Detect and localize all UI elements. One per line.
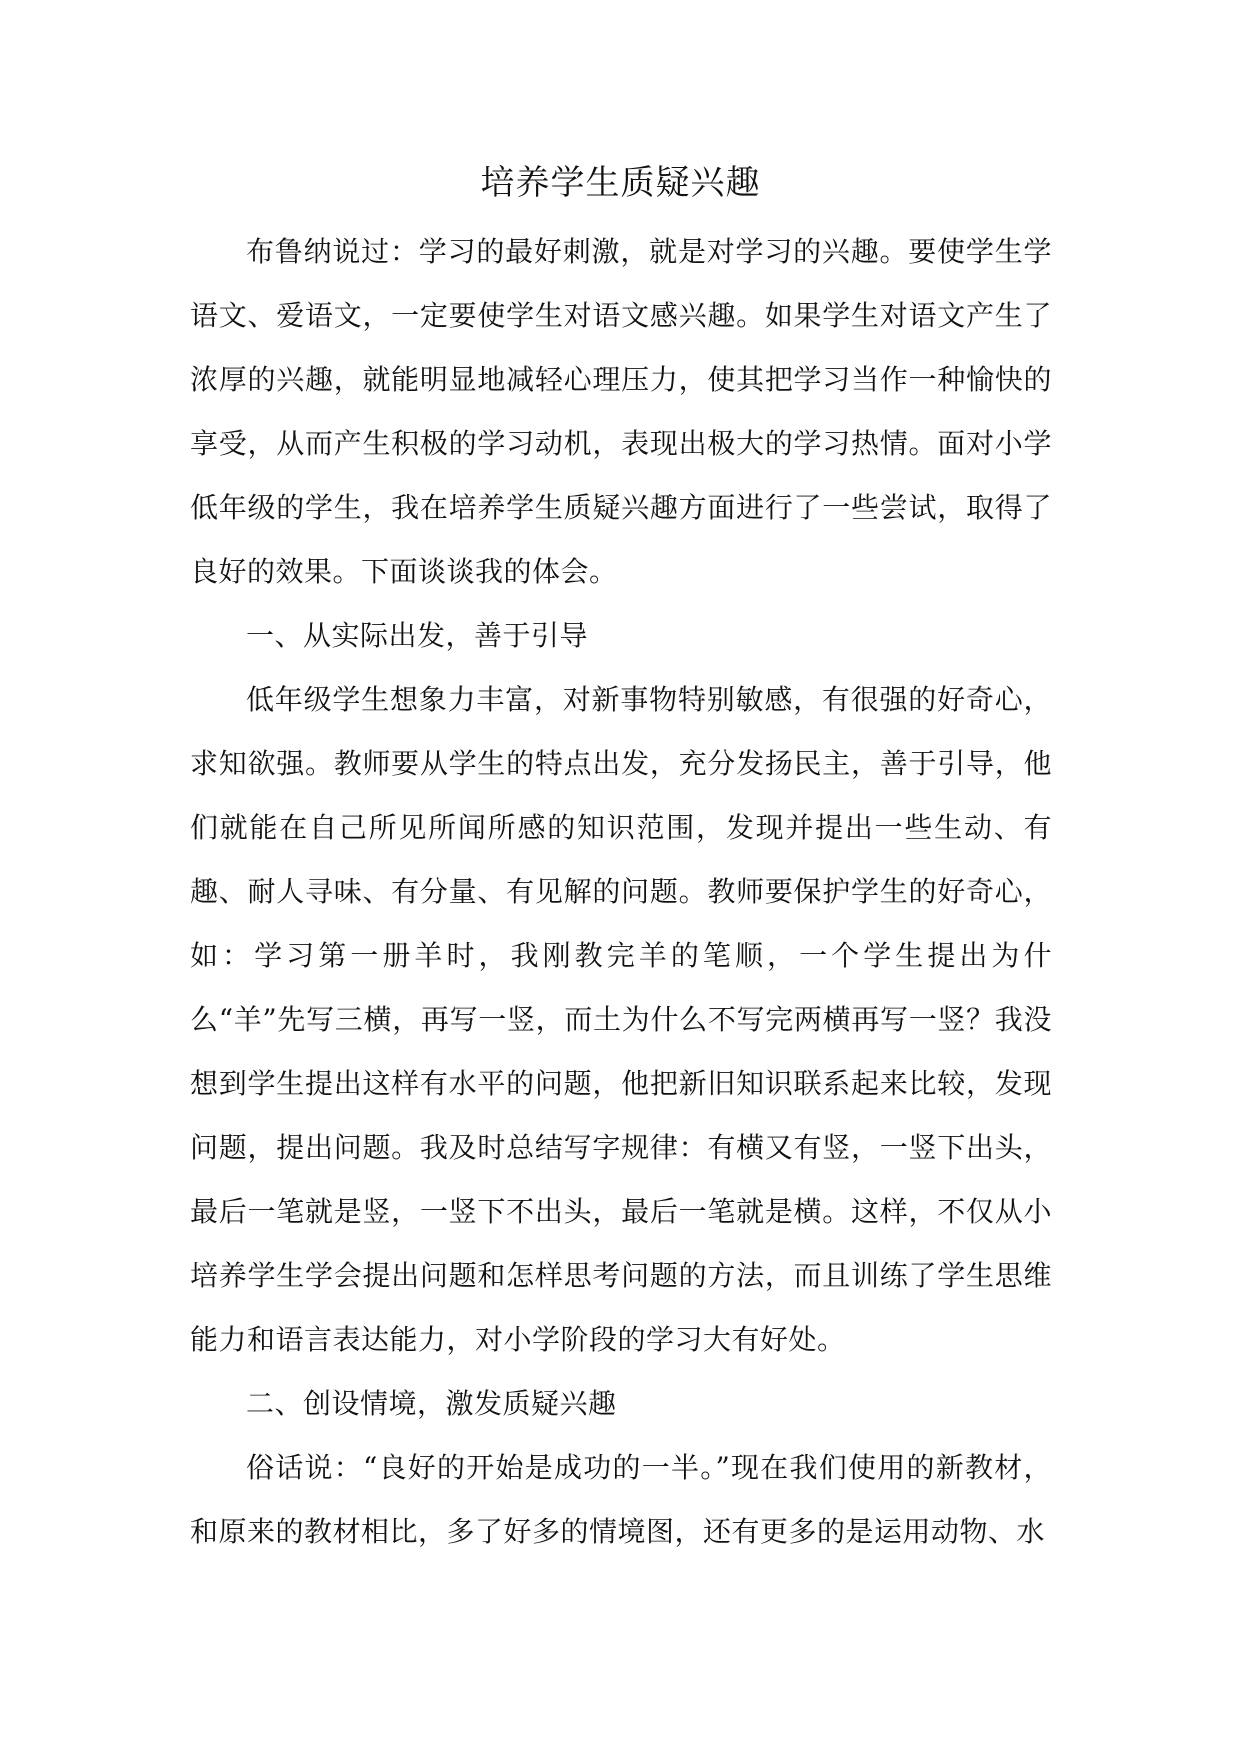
document-title: 培养学生质疑兴趣 [480,163,761,203]
section-2-paragraph: 俗话说：“良好的开始是成功的一半。”现在我们使用的新教材，和原来的教材相比，多了好多的情境图，还有更多的是运用动物、水 [190,1451,1052,1548]
section-heading-2: 二、创设情境，激发质疑兴趣 [246,1387,617,1420]
document-body [190,220,1052,1564]
section-heading-1: 一、从实际出发，善于引导 [246,619,589,652]
section-1-paragraph: 低年级学生想象力丰富，对新事物特别敏感，有很强的好奇心，求知欲强。教师要从学生的特点出发，充分发扬民主，善于引导，他们就能在自己所见所闻所感的知识范围，发现并提出一些生动、有趣、耐人寻味、有分量、有见解的问题。教师要保护学生的好奇心，如：学习第一册羊时，我刚教完羊的笔顺，一个学生提出为什么“羊”先写三横，再写一竖，而土为什么不写完两横再写一竖？我没想到学生提出这样有水平的问题，他把新旧知识联系起来比较，发现问题，提出问题。我及时总结写字规律：有横又有竖，一竖下出头，最后一笔就是竖，一竖下不出头，最后一笔就是横。这样，不仅从小培养学生学会提出问题和怎样思考问题的方法，而且训练了学生思维能力和语言表达能力，对小学阶段的学习大有好处。 [190,683,1052,1356]
intro-paragraph: 布鲁纳说过：学习的最好刺激，就是对学习的兴趣。要使学生学语文、爱语文，一定要使学生对语文感兴趣。如果学生对语文产生了浓厚的兴趣，就能明显地减轻心理压力，使其把学习当作一种愉快的享受，从而产生积极的学习动机，表现出极大的学习热情。面对小学低年级的学生，我在培养学生质疑兴趣方面进行了一些尝试，取得了良好的效果。下面谈谈我的体会。 [190,235,1052,588]
